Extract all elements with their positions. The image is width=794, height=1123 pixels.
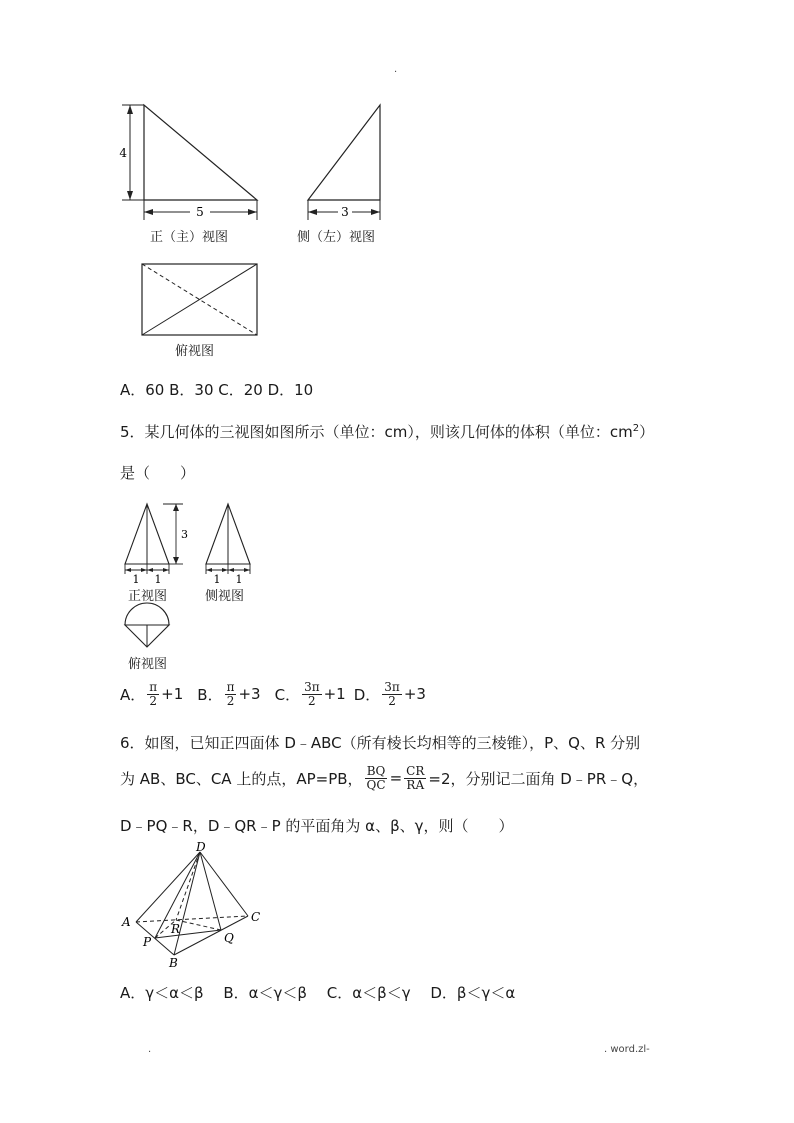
q4-front-triangle [144,105,257,200]
q5-opt-d-fraction: $\frac{3\pi}{2}$ [384,680,400,708]
header-mark: . [394,64,398,75]
q4-options: A．60 B．30 C．20 D．10 [120,381,314,399]
q5-dim-b: 1 [154,573,162,586]
q5-stem-line2: 是（ ） [120,464,196,482]
q6-fraction-bq-qc: $\frac{BQ}{QC}$ [366,764,386,792]
q6-label-r: R [171,922,181,936]
q6-label-a: A [122,915,131,929]
q6-options: A．γ＜α＜β B．α＜γ＜β C．α＜β＜γ D．β＜γ＜α [120,984,516,1002]
q6-stem-line2: 为 AB、BC、CA 上的点，AP=PB， $\frac{BQ}{QC}$ = $\frac{CR}{RA}$ =2，分别记二面角 D﹣PR﹣Q， [120,764,649,792]
q5-front-view-label: 正视图 [128,589,168,604]
footer-right: . word.zl- [604,1044,650,1055]
q5-dim-d: 1 [235,573,243,586]
q6-fraction-cr-ra: $\frac{CR}{RA}$ [406,764,425,792]
q5-opt-b-prefix: B． [197,685,223,704]
q6-label-d: D [196,842,206,854]
q5-superscript: 2 [632,423,640,434]
q5-options: A． $\frac{\pi}{2}$ +1 B． $\frac{\pi}{2}$ +3 C． $\frac{3\pi}{2}$ +1 D． $\frac{3\pi}{2}$ +3 [120,680,426,708]
q4-top-view-label: 俯视图 [175,344,215,359]
q5-opt-b-fraction: $\frac{\pi}{2}$ [226,680,235,708]
q5-side-view-label: 侧视图 [205,589,245,604]
q5-opt-a-fraction: $\frac{\pi}{2}$ [149,680,158,708]
q5-opt-d-prefix: D． [353,685,381,704]
q6-tetrahedron-figure [118,842,278,972]
q6-stem-line1: 6．如图，已知正四面体 D﹣ABC（所有棱长均相等的三棱锥），P、Q、R 分别 [120,734,641,752]
q4-dim-height: 4 [119,146,127,160]
q5-opt-c-fraction: $\frac{3\pi}{2}$ [304,680,320,708]
q6-label-q: Q [224,931,234,945]
footer-left: . [148,1044,152,1055]
q5-opt-c-prefix: C． [274,685,301,704]
q5-dim-height: 3 [181,528,188,541]
q4-side-view-label: 侧（左）视图 [297,230,376,245]
q5-opt-a-prefix: A． [120,685,146,704]
q5-stem-line1: 5．某几何体的三视图如图所示（单位：cm），则该几何体的体积（单位：$cm^2$） [120,423,655,441]
q5-dim-c: 1 [213,573,221,586]
q5-three-view-figure [118,498,258,658]
q4-dim-front-width: 5 [196,205,204,219]
q6-label-b: B [169,956,178,970]
q4-side-triangle [308,105,380,200]
q5-dim-a: 1 [132,573,140,586]
q5-top-view-label: 俯视图 [128,657,168,672]
q4-dim-side-width: 3 [341,205,349,219]
q6-label-c: C [251,910,261,924]
q6-stem-line3: D﹣PQ﹣R，D﹣QR﹣P 的平面角为 α、β、γ，则（ ） [120,817,514,835]
q6-label-p: P [143,935,152,949]
q4-front-view-label: 正（主）视图 [150,230,229,245]
